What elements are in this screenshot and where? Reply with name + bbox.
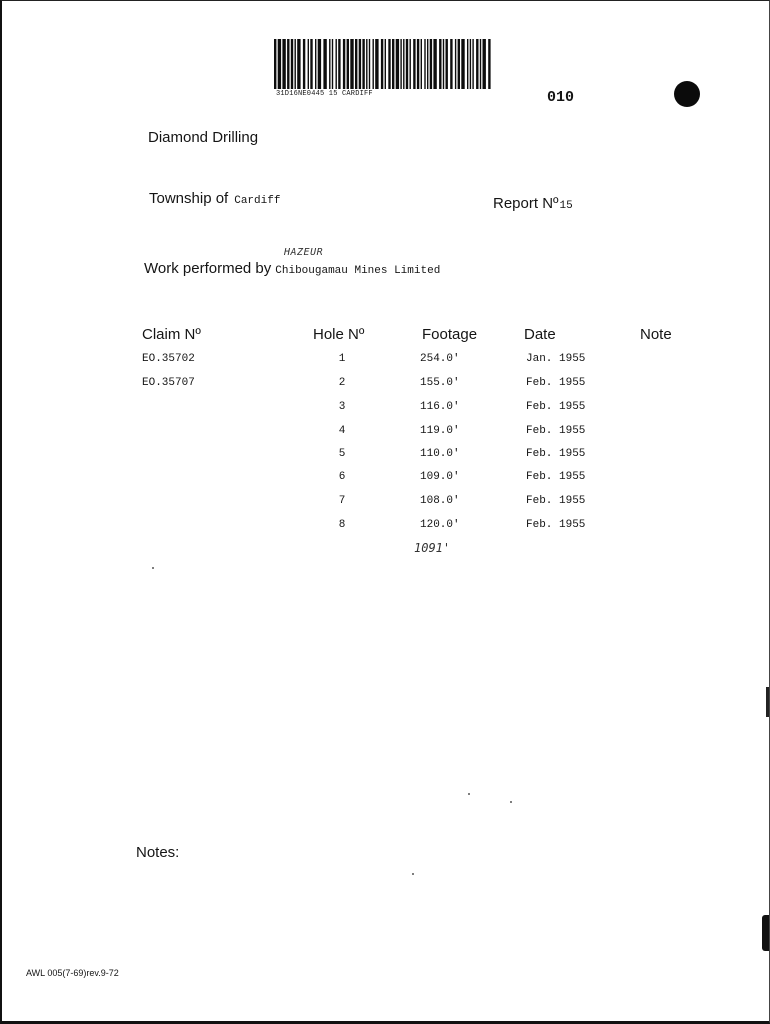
barcode-bar bbox=[392, 39, 394, 89]
hole-number: 3 bbox=[338, 401, 346, 413]
barcode-bar bbox=[373, 39, 374, 89]
hole-number: 5 bbox=[338, 448, 346, 460]
township-value: Cardiff bbox=[234, 195, 281, 207]
footage-value: 109.0' bbox=[420, 471, 460, 483]
barcode-bar bbox=[446, 39, 448, 89]
barcode-bar bbox=[287, 39, 289, 89]
township-label: Township of bbox=[149, 190, 229, 207]
scan-speck bbox=[510, 801, 512, 803]
work-label: Work performed by bbox=[144, 260, 272, 277]
hole-number: 7 bbox=[338, 495, 346, 507]
barcode-bar bbox=[403, 39, 404, 89]
barcode-bar bbox=[388, 39, 390, 89]
barcode-bar bbox=[450, 39, 452, 89]
barcode-bar bbox=[381, 39, 383, 89]
barcode-bar bbox=[400, 39, 401, 89]
barcode-bar bbox=[470, 39, 471, 89]
claim-number: EO.35702 bbox=[142, 353, 195, 365]
barcode-bar bbox=[476, 39, 478, 89]
barcode-bar bbox=[443, 39, 444, 89]
barcode-bar bbox=[308, 39, 309, 89]
company-name: Chibougamau Mines Limited bbox=[275, 265, 441, 277]
hole-number: 4 bbox=[338, 425, 346, 437]
punch-hole-mark bbox=[674, 81, 700, 107]
footage-value: 116.0' bbox=[420, 401, 460, 413]
date-value: Feb. 1955 bbox=[526, 425, 586, 437]
document-title: Diamond Drilling bbox=[148, 129, 259, 146]
barcode-bar bbox=[282, 39, 285, 89]
table-row bbox=[2, 377, 770, 393]
barcode-bar bbox=[315, 39, 316, 89]
scan-speck bbox=[412, 873, 414, 875]
report-label: Report Nº bbox=[493, 195, 559, 212]
date-value: Feb. 1955 bbox=[526, 377, 586, 389]
handwritten-total-footage: 1091' bbox=[414, 541, 451, 555]
footage-value: 119.0' bbox=[420, 425, 460, 437]
barcode-bar bbox=[467, 39, 468, 89]
barcode-bar bbox=[310, 39, 312, 89]
barcode-bar bbox=[406, 39, 408, 89]
column-header-note: Note bbox=[640, 326, 672, 343]
scan-edge-mark bbox=[766, 687, 769, 717]
barcode-bar bbox=[421, 39, 422, 89]
column-header-claim: Claim Nº bbox=[142, 326, 201, 343]
hole-number: 1 bbox=[338, 353, 346, 365]
table-row bbox=[2, 495, 770, 511]
column-header-footage: Footage bbox=[422, 326, 478, 343]
barcode-bar bbox=[350, 39, 353, 89]
table-row bbox=[2, 471, 770, 487]
table-row bbox=[2, 448, 770, 464]
footage-value: 108.0' bbox=[420, 495, 460, 507]
barcode-bar bbox=[455, 39, 456, 89]
date-value: Jan. 1955 bbox=[526, 353, 586, 365]
barcode bbox=[274, 39, 492, 89]
barcode-bar bbox=[338, 39, 340, 89]
hole-number: 8 bbox=[338, 519, 346, 531]
barcode-bar bbox=[343, 39, 345, 89]
barcode-bar bbox=[369, 39, 370, 89]
scan-speck bbox=[152, 567, 154, 569]
barcode-bar bbox=[323, 39, 326, 89]
column-header-date: Date bbox=[524, 326, 556, 343]
barcode-bar bbox=[430, 39, 432, 89]
scan-speck bbox=[468, 793, 470, 795]
barcode-bar bbox=[291, 39, 293, 89]
barcode-bar bbox=[278, 39, 281, 89]
claim-number: EO.35707 bbox=[142, 377, 195, 389]
barcode-bar bbox=[410, 39, 411, 89]
barcode-bar bbox=[472, 39, 473, 89]
barcode-bar bbox=[396, 39, 399, 89]
date-value: Feb. 1955 bbox=[526, 448, 586, 460]
work-performed-line bbox=[144, 260, 440, 277]
barcode-bar bbox=[433, 39, 436, 89]
barcode-bar bbox=[336, 39, 337, 89]
handwritten-annotation: HAZEUR bbox=[284, 247, 324, 258]
barcode-bar bbox=[347, 39, 349, 89]
barcode-bar bbox=[483, 39, 486, 89]
footage-value: 254.0' bbox=[420, 353, 460, 365]
date-value: Feb. 1955 bbox=[526, 519, 586, 531]
barcode-bar bbox=[424, 39, 425, 89]
report-line bbox=[493, 195, 573, 212]
barcode-label: 31D16NE0445 15 CARDIFF bbox=[276, 90, 373, 98]
barcode-bar bbox=[413, 39, 415, 89]
hole-number: 2 bbox=[338, 377, 346, 389]
barcode-bar bbox=[329, 39, 330, 89]
barcode-bar bbox=[318, 39, 321, 89]
barcode-bar bbox=[355, 39, 357, 89]
notes-label: Notes: bbox=[136, 844, 180, 861]
barcode-bar bbox=[366, 39, 367, 89]
barcode-bar bbox=[362, 39, 364, 89]
table-row bbox=[2, 425, 770, 441]
date-value: Feb. 1955 bbox=[526, 401, 586, 413]
barcode-bar bbox=[297, 39, 300, 89]
barcode-bar bbox=[359, 39, 361, 89]
barcode-bar bbox=[332, 39, 333, 89]
page-code: 010 bbox=[547, 89, 575, 106]
table-row bbox=[2, 353, 770, 369]
footage-value: 120.0' bbox=[420, 519, 460, 531]
table-row bbox=[2, 519, 770, 535]
barcode-bar bbox=[488, 39, 490, 89]
footage-value: 110.0' bbox=[420, 448, 460, 460]
barcode-bar bbox=[295, 39, 296, 89]
barcode-bar bbox=[480, 39, 481, 89]
footage-value: 155.0' bbox=[420, 377, 460, 389]
hole-number: 6 bbox=[338, 471, 346, 483]
date-value: Feb. 1955 bbox=[526, 471, 586, 483]
barcode-bar bbox=[375, 39, 378, 89]
report-number: 15 bbox=[559, 200, 573, 212]
column-header-hole: Hole Nº bbox=[313, 326, 365, 343]
barcode-bar bbox=[303, 39, 305, 89]
barcode-bar bbox=[439, 39, 441, 89]
form-code: AWL 005(7-69)rev.9-72 bbox=[26, 968, 119, 978]
township-line bbox=[149, 190, 280, 207]
barcode-bar bbox=[274, 39, 276, 89]
date-value: Feb. 1955 bbox=[526, 495, 586, 507]
scan-edge-mark bbox=[762, 915, 769, 951]
barcode-bar bbox=[417, 39, 419, 89]
table-row bbox=[2, 401, 770, 417]
barcode-bar bbox=[458, 39, 460, 89]
barcode-bar bbox=[427, 39, 428, 89]
barcode-bar bbox=[461, 39, 464, 89]
barcode-bar bbox=[385, 39, 386, 89]
